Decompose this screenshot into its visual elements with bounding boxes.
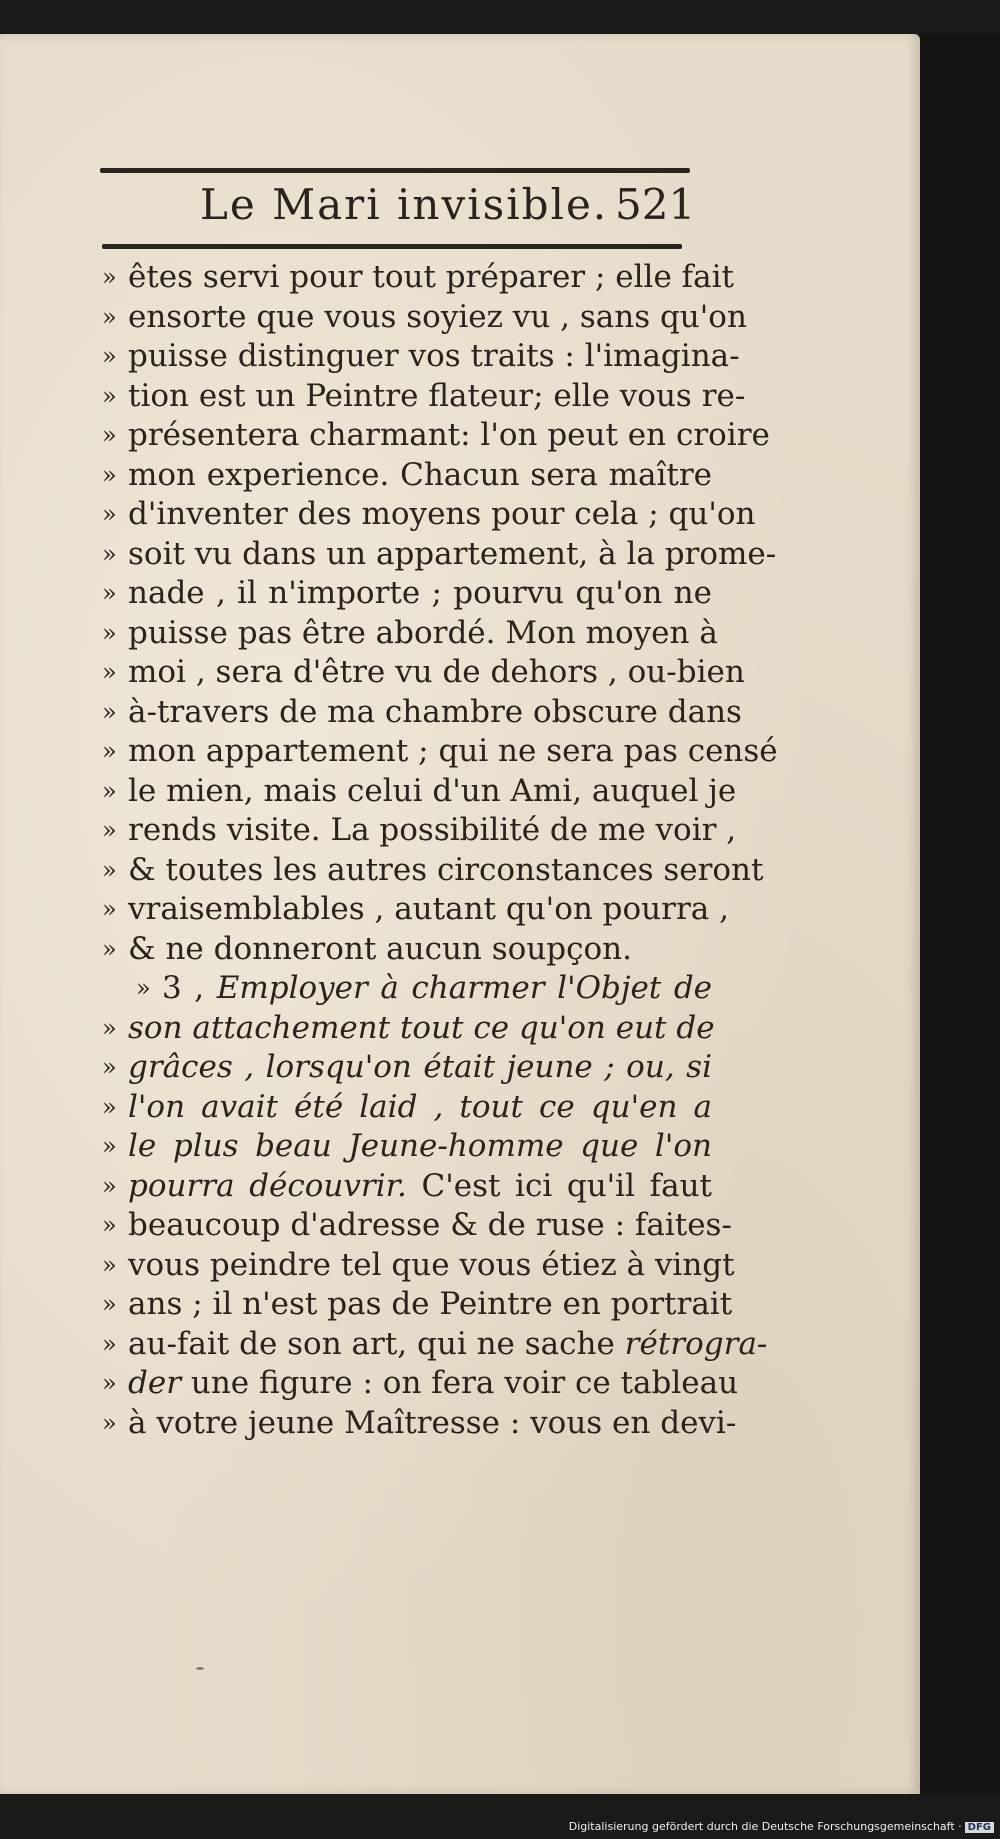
text-line: » & ne donneront aucun soupçon. [102, 930, 712, 970]
page-number: 521 [615, 180, 696, 229]
text-line: » le plus beau Jeune-homme que l'on [102, 1127, 712, 1167]
text-line: » son attachement tout ce qu'on eut de [102, 1009, 712, 1049]
quote-mark: » [102, 500, 117, 528]
text-line: » pourra découvrir. C'est ici qu'il faut [102, 1167, 712, 1207]
quote-mark: » [102, 658, 117, 686]
text-line: » à votre jeune Maîtresse : vous en devi- [102, 1404, 712, 1444]
quote-mark: » [102, 1132, 117, 1160]
quote-mark: » [102, 1329, 117, 1358]
text-line: » soit vu dans un appartement, à la prome- [102, 535, 712, 575]
text-line: » beaucoup d'adresse & de ruse : faites- [102, 1206, 712, 1246]
quote-mark: » [102, 1013, 117, 1042]
list-number: 3 , [162, 970, 205, 1006]
quote-mark: » [102, 263, 117, 291]
quote-mark: » [102, 1290, 117, 1318]
paper-speck [196, 1667, 204, 1670]
text-line: » grâces , lorsqu'on était jeune ; ou, si [102, 1048, 712, 1088]
header-rule-top [100, 168, 690, 173]
text-line: » ensorte que vous soyiez vu , sans qu'on [102, 298, 712, 338]
running-title: Le Mari invisible. [200, 180, 609, 229]
quote-mark: » [102, 1408, 117, 1437]
quote-mark: » [102, 579, 117, 607]
quote-mark: » [102, 342, 117, 370]
text-line: » le mien, mais celui d'un Ami, auquel je [102, 772, 712, 812]
quote-mark: » [102, 855, 117, 884]
text-line: » & toutes les autres circonstances seront [102, 851, 712, 891]
text-line: » nade , il n'importe ; pourvu qu'on ne [102, 574, 712, 614]
quote-mark: » [102, 737, 117, 765]
quote-mark: » [102, 895, 117, 923]
quote-mark: » [102, 381, 117, 410]
text-line: » l'on avait été laid , tout ce qu'en a [102, 1088, 712, 1128]
body-text [102, 258, 778, 1443]
quote-mark: » [102, 1211, 117, 1239]
text-line: » à-travers de ma chambre obscure dans [102, 693, 712, 733]
text-line: » au-fait de son art, qui ne sache rétrogra- [102, 1325, 712, 1365]
quote-mark: » [102, 697, 117, 726]
quote-mark: » [102, 1171, 117, 1200]
quote-mark: » [102, 460, 117, 489]
text-line: » puisse pas être abordé. Mon moyen à [102, 614, 712, 654]
quote-mark: » [102, 421, 117, 449]
header-rule-bottom [102, 244, 682, 249]
text-line: » êtes servi pour tout préparer ; elle fait [102, 258, 712, 298]
text-line: » tion est un Peintre flateur; elle vous re- [102, 377, 712, 417]
digitization-credit: Digitalisierung gefördert durch die Deutsche Forschungsgemeinschaft · DFG [569, 1820, 994, 1833]
quote-mark: » [102, 1369, 117, 1397]
quote-mark: » [136, 974, 151, 1002]
quote-mark: » [102, 1053, 117, 1081]
dfg-logo: DFG [965, 1822, 994, 1833]
quote-mark: » [102, 618, 117, 647]
text-line: » vraisemblables , autant qu'on pourra , [102, 890, 712, 930]
quote-mark: » [102, 1250, 117, 1279]
quote-mark: » [102, 539, 117, 568]
text-line: » mon experience. Chacun sera maître [102, 456, 712, 496]
quote-mark: » [102, 1092, 117, 1121]
text-line: » der une figure : on fera voir ce tableau [102, 1364, 712, 1404]
quote-mark: » [102, 302, 117, 331]
text-line: » ans ; il n'est pas de Peintre en portrait [102, 1285, 712, 1325]
text-line: » mon appartement ; qui ne sera pas censé [102, 732, 712, 772]
scan-border [920, 34, 1000, 1794]
text-line: » présentera charmant: l'on peut en croire [102, 416, 712, 456]
quote-mark: » [102, 776, 117, 805]
text-line: » rends visite. La possibilité de me voir , [102, 811, 712, 851]
text-line: » moi , sera d'être vu de dehors , ou-bien [102, 653, 712, 693]
text-line: » vous peindre tel que vous étiez à vingt [102, 1246, 712, 1286]
text-line: » 3 , Employer à charmer l'Objet de [102, 969, 712, 1009]
quote-mark: » [102, 816, 117, 844]
quote-mark: » [102, 934, 117, 963]
text-line: » d'inventer des moyens pour cela ; qu'on [102, 495, 712, 535]
text-line: » puisse distinguer vos traits : l'imagina- [102, 337, 712, 377]
